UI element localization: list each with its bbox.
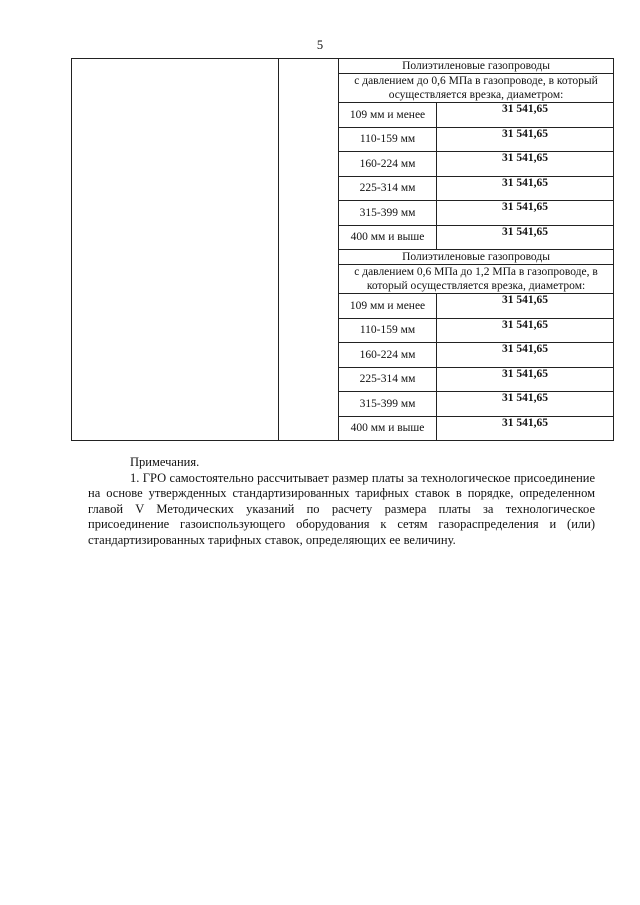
- rate-cell: 31 541,65: [437, 225, 614, 250]
- blank-column-1: [72, 59, 279, 441]
- section-subtitle: с давлением 0,6 МПа до 1,2 МПа в газопроводе, в который осуществляется врезка, диаметром:: [339, 265, 614, 294]
- diameter-cell: 400 мм и выше: [339, 416, 437, 441]
- section-subtitle: с давлением до 0,6 МПа в газопроводе, в который осуществляется врезка, диаметром:: [339, 74, 614, 103]
- diameter-cell: 160-224 мм: [339, 343, 437, 368]
- notes-section: [88, 455, 595, 548]
- diameter-cell: 315-399 мм: [339, 392, 437, 417]
- rate-cell: 31 541,65: [437, 294, 614, 319]
- rate-cell: 31 541,65: [437, 152, 614, 177]
- rate-cell: 31 541,65: [437, 318, 614, 343]
- notes-title: Примечания.: [130, 455, 200, 469]
- diameter-cell: 160-224 мм: [339, 152, 437, 177]
- section-title: Полиэтиленовые газопроводы: [339, 59, 614, 74]
- tariff-table: [71, 58, 614, 441]
- section-title: Полиэтиленовые газопроводы: [339, 250, 614, 265]
- diameter-cell: 110-159 мм: [339, 318, 437, 343]
- rate-cell: 31 541,65: [437, 343, 614, 368]
- diameter-cell: 110-159 мм: [339, 127, 437, 152]
- rate-cell: 31 541,65: [437, 367, 614, 392]
- rate-cell: 31 541,65: [437, 416, 614, 441]
- rate-cell: 31 541,65: [437, 176, 614, 201]
- note-item: 1. ГРО самостоятельно рассчитывает размер платы за технологическое присоединение на основе утвержденных стандартизированных тарифных ставок в порядке, определенном главой V Методических указаний по расчету размера платы за технологическое присоединение газоиспользующего оборудования к сетям газораспределения и (или) стандартизированных тарифных ставок, определяющих ее величину.: [88, 470, 595, 547]
- rate-cell: 31 541,65: [437, 127, 614, 152]
- blank-column-2: [279, 59, 339, 441]
- diameter-cell: 400 мм и выше: [339, 225, 437, 250]
- diameter-cell: 109 мм и менее: [339, 294, 437, 319]
- page-number: 5: [316, 38, 324, 52]
- rate-cell: 31 541,65: [437, 392, 614, 417]
- rate-cell: 31 541,65: [437, 201, 614, 226]
- diameter-cell: 315-399 мм: [339, 201, 437, 226]
- rate-cell: 31 541,65: [437, 103, 614, 128]
- diameter-cell: 225-314 мм: [339, 176, 437, 201]
- diameter-cell: 109 мм и менее: [339, 103, 437, 128]
- diameter-cell: 225-314 мм: [339, 367, 437, 392]
